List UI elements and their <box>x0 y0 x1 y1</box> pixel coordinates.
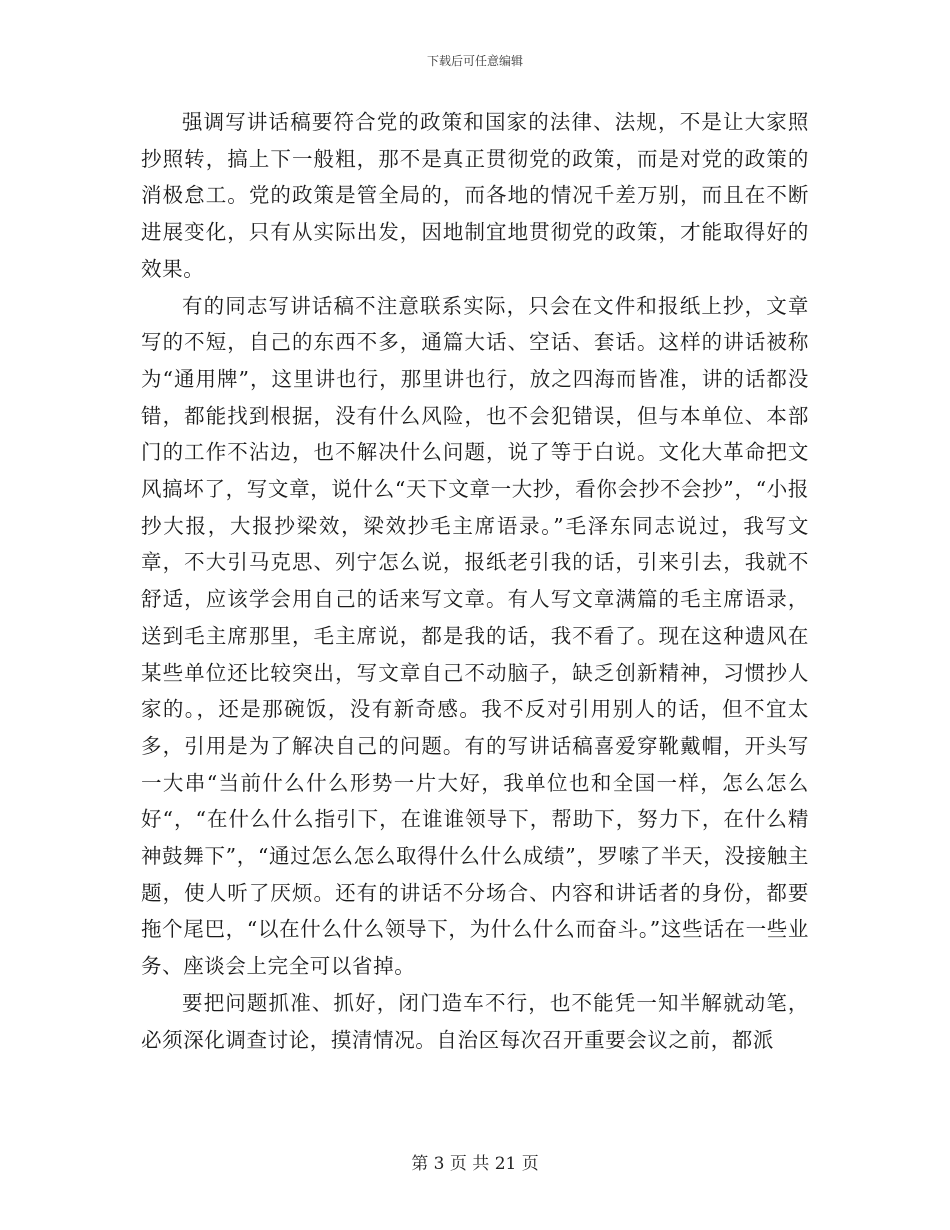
paragraph-1: 强调写讲话稿要符合党的政策和国家的法律、法规，不是让大家照抄照转，搞上下一般粗，那不是真正贯彻党的政策，而是对党的政策的消极怠工。党的政策是管全局的，而各地的情况千差万别，而且在不断进展变化，只有从实际出发，因地制宜地贯彻党的政策，才能取得好的效果。 <box>141 110 809 281</box>
page-header-note: 下载后可任意编辑 <box>426 54 523 68</box>
paragraph-3: 要把问题抓准、抓好，闭门造车不行，也不能凭一知半解就动笔，必须深化调查讨论，摸清情况。自治区每次召开重要会议之前，都派 <box>141 990 809 1052</box>
paragraph-2: 有的同志写讲话稿不注意联系实际，只会在文件和报纸上抄，文章写的不短，自己的东西不多，通篇大话、空话、套话。这样的讲话被称为“通用牌”，这里讲也行，那里讲也行，放之四海而皆准，讲的话都没错，都能找到根据，没有什么风险，也不会犯错误，但与本单位、本部门的工作不沾边，也不解决什么问题，说了等于白说。文化大革命把文风搞坏了，写文章，说什么“天下文章一大抄，看你会抄不会抄”，“小报抄大报，大报抄梁效，梁效抄毛主席语录。”毛泽东同志说过，我写文章，不大引马克思、列宁怎么说，报纸老引我的话，引来引去，我就不舒适，应该学会用自己的话来写文章。有人写文章满篇的毛主席语录，送到毛主席那里，毛主席说，都是我的话，我不看了。现在这种遗风在某些单位还比较突出，写文章自己不动脑子，缺乏创新精神，习惯抄人家的。，还是那碗饭，没有新奇感。我不反对引用别人的话，但不宜太多，引用是为了解决自己的问题。有的写讲话稿喜爱穿靴戴帽，开头写一大串“当前什么什么形势一片大好，我单位也和全国一样，怎么怎么好“，“在什么什么指引下，在谁谁领导下，帮助下，努力下，在什么精神鼓舞下”，“通过怎么怎么取得什么什么成绩”，罗嗦了半天，没接触主题，使人听了厌烦。还有的讲话不分场合、内容和讲话者的身份，都要拖个尾巴，“以在什么什么领导下，为什么什么而奋斗。”这些话在一些业务、座谈会上完全可以省掉。 <box>141 293 809 979</box>
page-number: 第 3 页 共 21 页 <box>411 1154 539 1174</box>
document-body <box>141 104 809 1058</box>
